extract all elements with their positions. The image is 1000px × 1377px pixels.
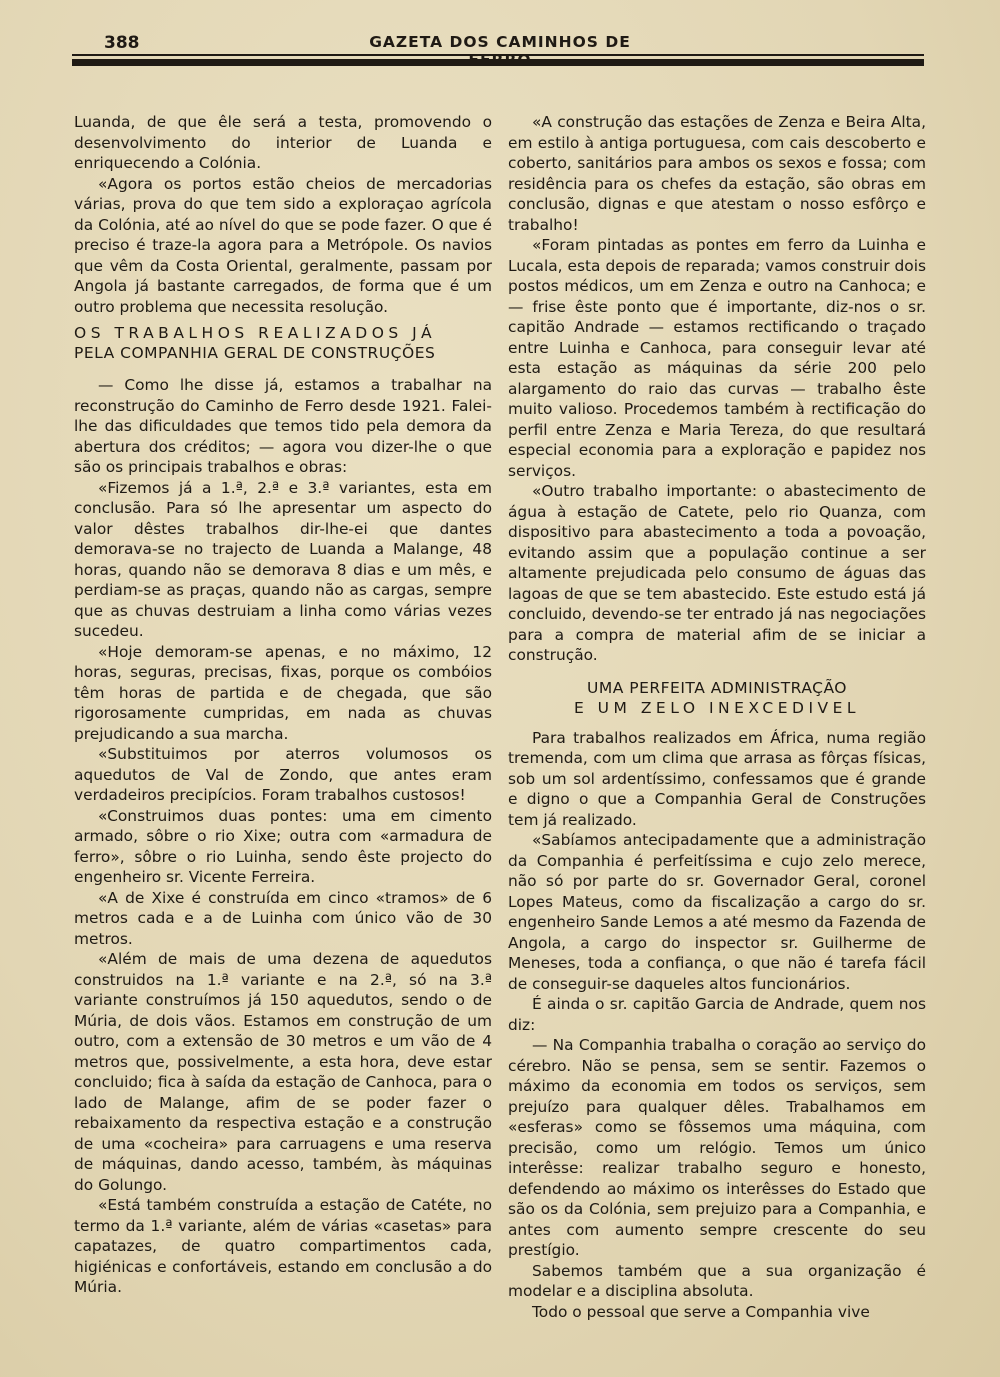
paragraph: Sabemos também que a sua organização é modelar e a disciplina absoluta. [508,1261,926,1300]
paragraph: «A construção das estações de Zenza e Beira Alta, em estilo à antiga portuguesa, com cais descoberto e coberto, sanitários para ambos os sexos e fossa; com residência para os chefes da estação, são obras em conclusão, dignas e que atestam o nosso esfôrço e trabalho! [508,113,926,234]
paragraph: Todo o pessoal que serve a Companhia vive [532,1302,870,1321]
paragraph: «Além de mais de uma dezena de aquedutos construidos na 1.ª variante e na 2.ª, só na 3.ª variante construímos já 150 aquedutos, sendo o de Múria, de dois vãos. Estamos em construção de um outro, com a extensão de 30 metros e um vão de 4 metros que, possivelmente, a esta hora, deve estar concluido; fica à saída da estação de Canhoca, para o lado de Malange, afim de se poder fazer o rebaixamento da respectiva estação e a construção de uma «cocheira» para carruagens e uma reserva de máquinas, dando acesso, também, às máquinas do Golungo. [74,950,492,1194]
paragraph: «A de Xixe é construída em cinco «tramos» de 6 metros cada e a de Luinha com único vão de 30 metros. [74,888,492,948]
section-heading-line: OS TRABALHOS REALIZADOS JÁ [74,324,437,342]
paragraph: Para trabalhos realizados em África, numa região tremenda, com um clima que arrasa as fôrças físicas, sob um sol ardentíssimo, confessamos que é grande e digno o que a Companhia Geral de Construções tem já realizado. [508,728,926,829]
paragraph: É ainda o sr. capitão Garcia de Andrade, quem nos diz: [508,995,926,1034]
paragraph: «Agora os portos estão cheios de mercadorias várias, prova do que tem sido a exploraçao agrícola da Colónia, até ao nível do que se pode fazer. O que é preciso é traze-la agora para a Metrópole. Os navios que vêm da Costa Oriental, geralmente, passam por Angola já bastante carregados, de forma que é um outro problema que necessita resolução. [74,174,492,316]
section-heading [508,678,926,718]
paragraph: — Na Companhia trabalha o coração ao serviço do cérebro. Não se pensa, sem se sentir. Fazemos o máximo da economia em todos os serviços, sem prejuízo para qualquer dêles. Trabalhamos em «esferas» como se fôssemos uma máquina, com precisão, como um relógio. Temos um único interêsse: realizar trabalho seguro e honesto, defendendo ao máximo os interêsses do Estado que são os da Colónia, sem prejuizo para a Companhia, e antes com aumento sempre crescente do seu prestígio. [508,1036,926,1259]
section-heading-line: UMA PERFEITA ADMINISTRAÇÃO [586,678,848,697]
paragraph: — Como lhe disse já, estamos a trabalhar na reconstrução do Caminho de Ferro desde 1921. Falei-lhe das dificuldades que temos tido pela demora da abertura dos créditos; — agora vou dizer-lhe o que são os principais trabalhos e obras: [74,376,492,476]
header-rule-thin [72,54,924,56]
section-heading-line: E UM ZELO INEXCEDIVEL [573,698,861,717]
paragraph: «Construimos duas pontes: uma em cimento armado, sôbre o rio Xixe; outra com «armadura de ferro», sôbre o rio Luinha, sendo êste projecto do engenheiro sr. Vicente Ferreira. [74,806,492,886]
left-column [74,112,492,1298]
journal-title: GAZETA DOS CAMINHOS DE [369,33,631,51]
paragraph: «Foram pintadas as pontes em ferro da Luinha e Lucala, esta depois de reparada; vamos construir dois postos médicos, um em Zenza e outro na Canhoca; e — frise êste ponto que é importante, diz-nos o sr. capitão Andrade — estamos rectificando o traçado entre Luinha e Canhoca, para conseguir levar até esta estação as máquinas da série 200 pelo alargamento do raio das curvas — trabalho êste muito valioso. Procedemos também à rectificação do perfil entre Zenza e Maria Tereza, do que resultará especial economia para a exploração e papidez nos serviços. [508,236,926,480]
section-heading [74,323,492,363]
header-rule-thick [72,59,924,66]
paragraph: «Sabíamos antecipadamente que a administração da Companhia é perfeitíssima e cujo zelo merece, não só por parte do sr. Governador Geral, coronel Lopes Mateus, como da fiscalização a cargo do sr. engenheiro Sande Lemos a até mesmo da Fazenda de Angola, a cargo do inspector sr. Guilherme de Meneses, toda a confiança, o que não é tarefa fácil de conseguir-se daqueles altos funcionários. [508,831,926,993]
right-column [508,112,926,1322]
paragraph: «Hoje demoram-se apenas, e no máximo, 12 horas, seguras, precisas, fixas, porque os combóios têm horas de partida e de chegada, que são rigorosamente cumpridas, em nada as chuvas prejudicando a sua marcha. [74,642,492,743]
section-heading-line: PELA COMPANHIA GERAL DE CONSTRUÇÕES [74,344,436,362]
paragraph: «Outro trabalho importante: o abastecimento de água à estação de Catete, pelo rio Quanza, com dispositivo para abastecimento a toda a povoação, evitando assim que a população continue a ser altamente prejudicada pelo consumo de águas das lagoas de que se tem abastecido. Este estudo está já concluido, devendo-se ter entrado já nas negociações para a compra de material afim de se iniciar a construção. [508,482,926,664]
paragraph: «Substituimos por aterros volumosos os aquedutos de Val de Zondo, que antes eram verdadeiros precipícios. Foram trabalhos custosos! [74,745,492,804]
paragraph: «Fizemos já a 1.ª, 2.ª e 3.ª variantes, esta em conclusão. Para só lhe apresentar um aspecto do valor dêstes trabalhos dir-lhe-ei que dantes demorava-se no trajecto de Luanda a Malange, 48 horas, quando não se demorava 8 dias e um mês, e perdiam-se as praças, quando não as cargas, sempre que as chuvas destruiam a linha como várias vezes sucedeu. [74,478,492,640]
page-number: 388 [104,33,140,53]
paragraph: «Está também construída a estação de Catéte, no termo da 1.ª variante, além de várias «casetas» para capatazes, de quatro compartimentos cada, higiénicas e confortáveis, estando em conclusão a do Múria. [74,1196,492,1296]
paragraph: Luanda, de que êle será a testa, promovendo o desenvolvimento do interior de Luanda e enriquecendo a Colónia. [74,113,492,172]
